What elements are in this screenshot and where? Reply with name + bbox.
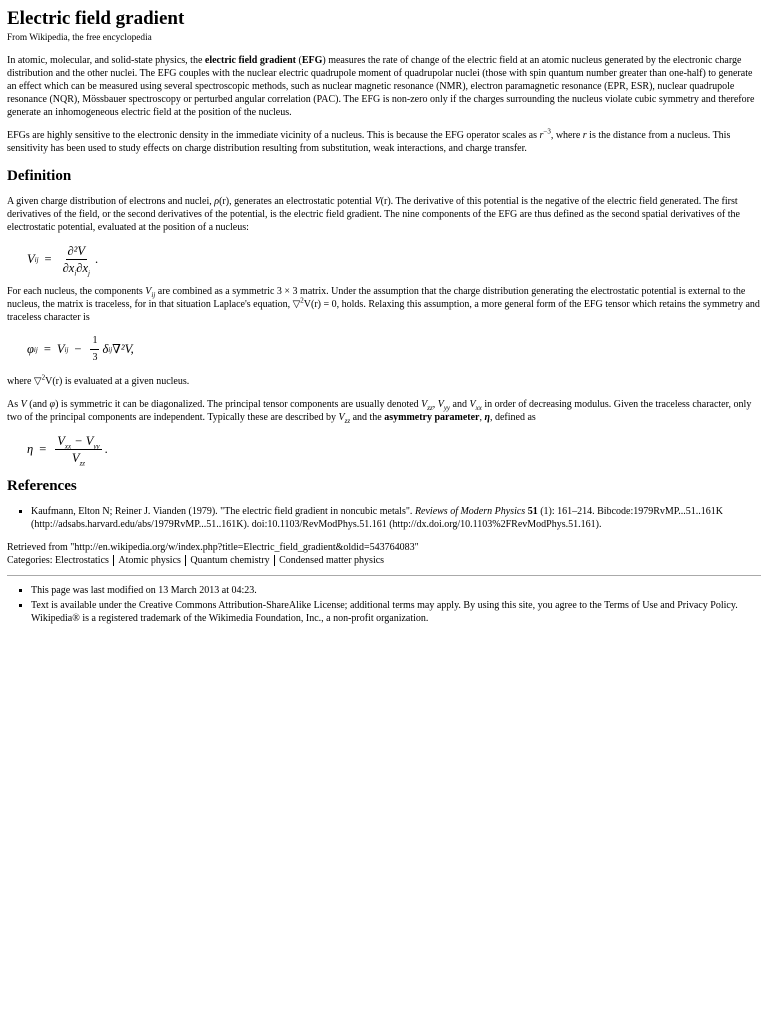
math-sub: zz	[427, 404, 433, 412]
eq-lhs: η	[27, 442, 34, 456]
math-rho: ρ	[214, 196, 220, 207]
math-v: V	[145, 286, 152, 297]
eq-fraction	[55, 434, 101, 468]
categories-label: Categories:	[7, 555, 53, 566]
references-list	[7, 505, 761, 531]
text: In atomic, molecular, and solid-state physics, the	[7, 55, 205, 66]
text: ,	[479, 412, 485, 423]
text: A given charge distribution of electrons and nuclei,	[7, 196, 215, 207]
footer-divider	[7, 575, 761, 576]
text: and	[450, 399, 470, 410]
text: V(r) is evaluated at a given nucleus.	[45, 376, 190, 387]
math-exponent: −3	[543, 127, 551, 136]
text: ∂x	[76, 261, 89, 275]
text: (r), generates an electrostatic potential	[219, 196, 375, 207]
page-title: Electric field gradient	[7, 8, 185, 29]
equation-general-efg: φ ij = V ij − $\frac{1}{3}$ δ ij ∇²V,	[27, 335, 134, 363]
text: i	[74, 269, 77, 278]
footer-list	[7, 584, 761, 625]
text: (and	[26, 399, 50, 410]
category-link-condensed-matter-physics[interactable]: Condensed matter physics	[279, 555, 385, 566]
reference-item	[31, 505, 761, 531]
math-sub: xx	[475, 404, 482, 412]
eq-lhs: φ	[27, 342, 34, 356]
text: For each nucleus, the components	[7, 286, 146, 297]
intro-paragraph-2	[7, 129, 761, 155]
text: V	[71, 451, 80, 465]
text: yy	[93, 442, 100, 451]
text: , defined as	[489, 412, 536, 423]
math-r: r	[582, 130, 587, 141]
text: V	[57, 434, 65, 448]
eq-fraction	[90, 334, 99, 365]
math-v: V	[421, 399, 428, 410]
text: zz	[79, 459, 86, 468]
text: in order of decreasing modulus. Given the traceless character, only two of the principal components are independent. Typically these are described by	[7, 399, 752, 423]
math-eta: η	[484, 412, 490, 423]
eq-denominator	[61, 260, 92, 278]
retrieved-from: Retrieved from "http://en.wikipedia.org/w/index.php?title=Electric_field_gradient&oldid=543764083"	[7, 542, 419, 553]
math-v: V	[469, 399, 476, 410]
text: j	[88, 269, 90, 278]
intro-paragraph-1	[7, 54, 761, 119]
section-heading-definition: Definition	[7, 168, 72, 184]
math-sup: 2	[41, 373, 46, 382]
eq-term: ∇²V,	[112, 342, 134, 356]
eq-numerator	[55, 434, 101, 450]
term-efg-abbr: EFG	[301, 55, 323, 66]
category-link-electrostatics[interactable]: Electrostatics	[55, 555, 109, 566]
math-v: V	[374, 196, 381, 207]
eq-fraction	[61, 244, 92, 278]
text: V(r) = 0, holds. Relaxing this assumption, a more general form of the EFG tensor which retains the symmetry and traceless character is	[7, 299, 760, 323]
math-v: V	[437, 399, 444, 410]
definition-paragraph-1	[7, 195, 761, 234]
text: As	[7, 399, 21, 410]
text: is the distance from a nucleus. This sensitivity has been used to study effects on charge distribution resulting from substitution, weak interactions, and charge transfer.	[7, 130, 731, 154]
eq-denominator	[70, 450, 87, 468]
text: ∂x	[62, 261, 75, 275]
term-asymmetry-parameter: asymmetry parameter	[384, 412, 480, 423]
text: where ▽	[7, 376, 42, 387]
eq-term: V	[56, 342, 65, 356]
text: (r). The derivative of this potential is the negative of the electric field generated. The first derivatives of the field, or the second derivatives of the potential, is the electric field gradient. The nine components of the EFG are thus defined as the second spatial derivatives of the electrostatic potential, evaluated at the position of a nucleus:	[7, 196, 740, 233]
math-phi: φ	[49, 399, 56, 410]
math-v: V	[20, 399, 27, 410]
eq-denominator: 3	[92, 352, 98, 363]
term-efg: electric field gradient	[204, 55, 296, 66]
section-heading-references: References	[7, 478, 77, 494]
definition-paragraph-4	[7, 398, 761, 424]
reference-volume: 51	[527, 506, 538, 517]
footer-last-modified: ▪ This page was last modified on 13 March 2013 at 04:23.	[31, 584, 761, 597]
text: EFGs are highly sensitive to the electronic density in the immediate vicinity of a nucleus. This is because the EFG operator scales as	[7, 130, 540, 141]
equation-asymmetry-parameter: η = $\frac{V_{xx} - V_{yy}}{V_{zz}}$ .	[27, 434, 108, 468]
site-tagline: From Wikipedia, the free encyclopedia	[7, 33, 152, 43]
math-sub: yy	[443, 404, 451, 412]
reference-link[interactable]: (1): 161–214. Bibcode:1979RvMP...51..161K (http://adsabs.harvard.edu/abs/1979RvMP...51..161K). doi:10.1103/RevModPhys.51.161 (http://dx.doi.org/10.1103%2FRevModPhys.51.161).	[31, 506, 723, 530]
text: ) measures the rate of change of the electric field at an atomic nucleus generated by the electronic charge distribution and the other nuclei. The EFG couples with the nuclear electric quadrupole moment of quadrupolar nuclei (those with spin quantum number greater than one-half) to generate an effect which can be measured using several spectroscopic methods, such as nuclear magnetic resonance (NMR), electron paramagnetic resonance (EPR, ESR), nuclear quadrupole resonance (NQR), Mössbauer spectroscopy or perturbed angular correlation (PAC). The EFG is non-zero only if the charges surrounding the nucleus violate cubic symmetry and therefore generate an inhomogeneous electric field at the position of the nucleus.	[7, 55, 755, 118]
definition-paragraph-2	[7, 285, 761, 324]
text: xx	[64, 442, 72, 451]
equation-efg-definition: V ij = $\frac{\text{∂²V}}{\partial x_i\partial x_j}$ .	[27, 244, 99, 278]
math-v: V	[338, 412, 345, 423]
eq-term: δ	[102, 342, 109, 356]
text: ,	[432, 399, 438, 410]
eq-lhs: V	[27, 252, 35, 266]
math-r: r	[539, 130, 544, 141]
text: (	[295, 55, 302, 66]
footer-license: ▪ Text is available under the Creative Commons Attribution-ShareAlike License; additional terms may apply. By using this site, you agree to the Terms of Use and Privacy Policy. Wikipedia® is a registered trademark of the Wikimedia Foundation, Inc., a non-profit organization.	[31, 599, 761, 625]
text: , where	[550, 130, 583, 141]
category-link-quantum-chemistry[interactable]: Quantum chemistry	[190, 555, 270, 566]
math-sub: zz	[344, 417, 351, 425]
math-sup: 2	[300, 296, 304, 305]
eq-numerator: 1	[90, 334, 99, 350]
math-sub: ij	[151, 291, 156, 299]
eq-numerator: ∂²V	[67, 244, 86, 258]
text: are combined as a symmetric 3 × 3 matrix. Under the assumption that the charge distribution generating the electrostatic potential is external to the nucleus, the matrix is traceless, for in that situation Laplace's equation, ▽	[7, 286, 746, 310]
reference-journal: Reviews of Modern Physics	[414, 506, 526, 517]
categories-bar	[7, 554, 761, 567]
definition-paragraph-3	[7, 375, 761, 388]
text: − V	[71, 434, 94, 448]
text: and the	[350, 412, 385, 423]
text: Kaufmann, Elton N; Reiner J. Vianden (1979). "The electric field gradient in noncubic metals".	[31, 506, 415, 517]
text: ) is symmetric it can be diagonalized. The principal tensor components are usually denoted	[55, 399, 422, 410]
category-link-atomic-physics[interactable]: Atomic physics	[118, 555, 181, 566]
